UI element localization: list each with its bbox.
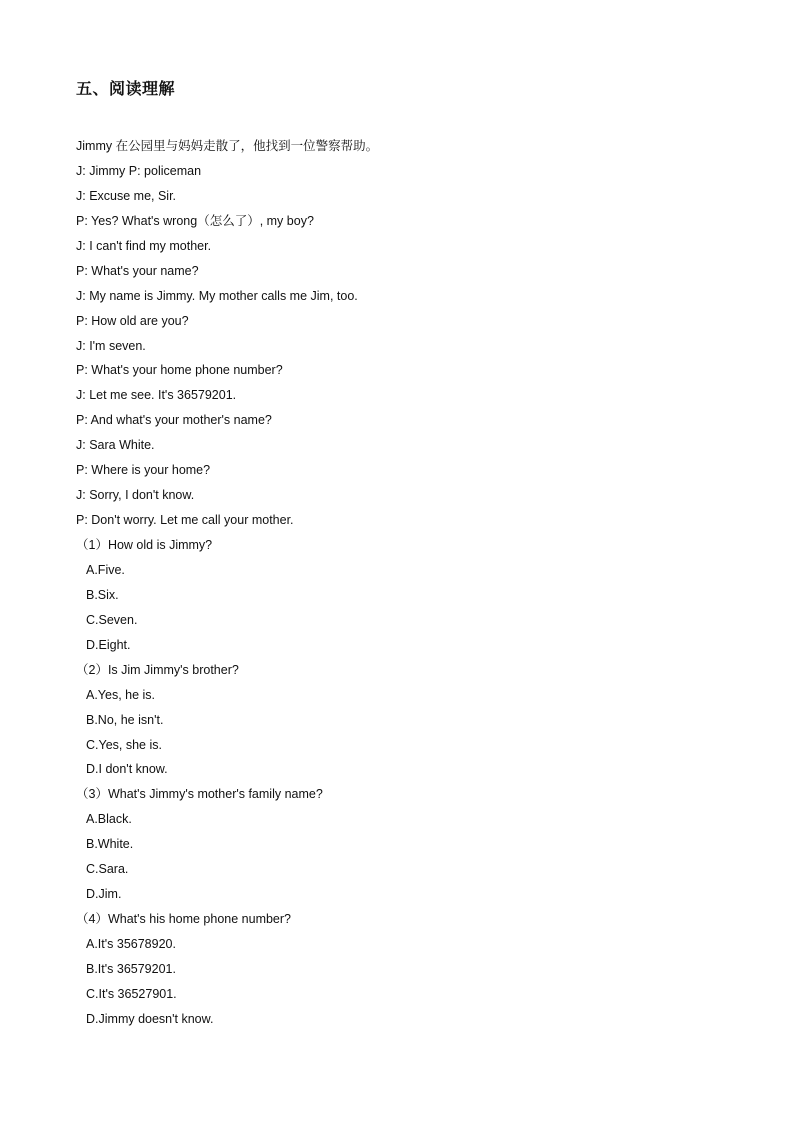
- dialogue-line: P: Don't worry. Let me call your mother.: [76, 513, 294, 528]
- dialogue-line: P: How old are you?: [76, 313, 189, 328]
- question-1-option-d: D.Eight.: [86, 637, 131, 652]
- dialogue-line: P: What's your home phone number?: [76, 363, 283, 378]
- question-3-option-a: A.Black.: [86, 812, 132, 827]
- question-3-option-b: B.White.: [86, 837, 134, 852]
- question-4-option-b: B.It's 36579201.: [86, 961, 176, 976]
- section-heading: 五、阅读理解: [76, 81, 176, 98]
- question-3-option-c: C.Sara.: [86, 862, 129, 877]
- dialogue-line: J: I can't find my mother.: [76, 238, 212, 253]
- question-2-option-b: B.No, he isn't.: [86, 712, 164, 727]
- question-3: （3）What's Jimmy's mother's family name?: [76, 787, 323, 802]
- question-1-option-b: B.Six.: [86, 587, 119, 602]
- dialogue-line: P: Where is your home?: [76, 463, 211, 478]
- dialogue-line: J: Let me see. It's 36579201.: [76, 388, 237, 403]
- dialogue-line: J: Jimmy P: policeman: [76, 163, 202, 178]
- question-2-option-c: C.Yes, she is.: [86, 737, 162, 752]
- dialogue-line: P: And what's your mother's name?: [76, 413, 272, 428]
- question-2-option-d: D.I don't know.: [86, 762, 168, 777]
- dialogue-line: P: Yes? What's wrong（怎么了）, my boy?: [76, 213, 314, 228]
- dialogue-line: J: I'm seven.: [76, 338, 146, 353]
- dialogue-line: J: Excuse me, Sir.: [76, 188, 177, 203]
- question-1-option-c: C.Seven.: [86, 612, 138, 627]
- question-4-option-c: C.It's 36527901.: [86, 986, 177, 1001]
- dialogue-line: P: What's your name?: [76, 263, 199, 278]
- question-1-option-a: A.Five.: [86, 562, 125, 577]
- question-2: （2）Is Jim Jimmy's brother?: [76, 662, 239, 677]
- question-4-option-d: D.Jimmy doesn't know.: [86, 1011, 214, 1026]
- reading-passage: [76, 134, 716, 1032]
- question-2-option-a: A.Yes, he is.: [86, 687, 156, 702]
- dialogue-line: J: Sara White.: [76, 438, 155, 453]
- question-1: （1）How old is Jimmy?: [76, 538, 213, 552]
- question-3-option-d: D.Jim.: [86, 887, 122, 902]
- question-4-option-a: A.It's 35678920.: [86, 937, 176, 951]
- passage-intro: Jimmy 在公园里与妈妈走散了，他找到一位警察帮助。: [76, 139, 379, 153]
- question-4: （4）What's his home phone number?: [76, 912, 291, 927]
- dialogue-line: J: My name is Jimmy. My mother calls me Jim, too.: [76, 288, 358, 303]
- dialogue-line: J: Sorry, I don't know.: [76, 488, 195, 503]
